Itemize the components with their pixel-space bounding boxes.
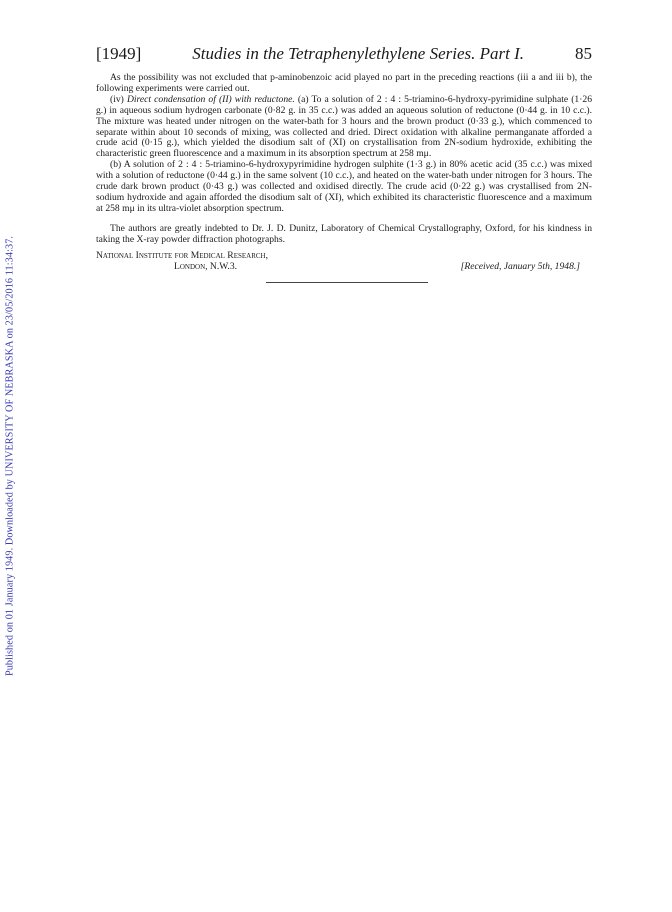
acknowledgement-paragraph: The authors are greatly indebted to Dr. J. D. Dunitz, Laboratory of Chemical Crystallography, Oxford, for his kindness in taking the X-ray powder diffraction photographs. (96, 222, 592, 245)
institute-name: National Institute for Medical Research, (96, 249, 268, 261)
paper-page (96, 44, 592, 283)
paragraph-1: As the possibility was not excluded that p-aminobenzoic acid played no part in the preceding reactions (iii a and iii b), the following experiments were carried out. (96, 72, 592, 94)
download-watermark-text: Published on 01 January 1949. Downloaded by UNIVERSITY OF NEBRASKA on 23/05/2016 11:34:37. (4, 235, 16, 677)
paragraph-2-lead: (iv) (110, 93, 127, 105)
page-number: 85 (574, 44, 592, 63)
running-header (96, 44, 592, 64)
institute-city: London, N.W.3. (174, 260, 238, 272)
header-year: [1949] (96, 44, 142, 63)
header-title: Studies in the Tetraphenylethylene Series. Part I. (192, 44, 525, 63)
end-rule (266, 282, 428, 283)
download-watermark (0, 0, 20, 912)
paragraph-2 (96, 95, 592, 160)
affiliation-block (96, 250, 592, 274)
received-date: [Received, January 5th, 1948.] (460, 260, 580, 272)
paragraph-2-heading: Direct condensation of (II) with reductone. (126, 93, 295, 105)
paragraph-3: (b) A solution of 2 : 4 : 5-triamino-6-hydroxypyrimidine hydrogen sulphite (1·3 g.) in 80% acetic acid (35 c.c.) was mixed with a solution of reductone (0·44 g.) in the same solvent (10 c.c.), and heated on the water-bath under nitrogen for 3 hours. The crude dark brown product (0·43 g.) was collected and oxidised directly. The crude acid (0·22 g.) was crystallised from 2N-sodium hydroxide and again afforded the disodium salt of (XI), which exhibited its characteristic fluorescence and a maximum at 258 mμ in its ultra-violet absorption spectrum. (96, 159, 592, 214)
paragraph-2-body: (a) To a solution of 2 : 4 : 5-triamino-6-hydroxy-pyrimidine sulphate (1·26 g.) in aqueous sodium hydrogen carbonate (0·82 g. in 35 c.c.) was added an aqueous solution of reductone (0·44 g. in 10 c.c.). The mixture was heated under nitrogen on the water-bath for 3 hours and the brown product (0·33 g.), which commenced to separate within about 10 seconds of mixing, was collected and dried. Direct oxidation with alkaline permanganate afforded a crude acid (0·15 g.), which yielded the disodium salt of (XI) on crystallisation from 2N-sodium hydroxide, exhibiting the characteristic green fluorescence and a maximum in its absorption spectrum at 258 mμ. (96, 93, 592, 160)
